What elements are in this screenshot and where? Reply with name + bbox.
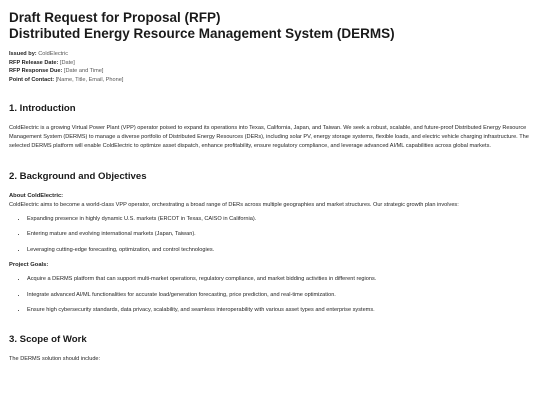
list-item: • Integrate advanced AI/ML functionalities for accurate load/generation forecasting, price prediction, and real-time optimization. — [27, 291, 531, 300]
issued-by-line — [9, 50, 531, 59]
rfp-metadata — [9, 50, 531, 84]
introduction-body: ColdElectric is a growing Virtual Power Plant (VPP) operator poised to expand its operations into Texas, California, Japan, and Taiwan. We seek a robust, scalable, and future-proof Distributed Energy Resource Management System (DERMS) to manage a diverse portfolio of Distributed Energy Resources (DERs), including solar PV, energy storage systems, flexible loads, and electric vehicle charging infrastructure. The selected DERMS platform will enable ColdElectric to optimize asset dispatch, enhance profitability, ensure regulatory compliance, and leverage advanced AI/ML capabilities across global markets. — [9, 125, 529, 150]
title-line-1: Draft Request for Proposal (RFP) — [9, 10, 221, 25]
list-item: • Acquire a DERMS platform that can support multi-market operations, regulatory compliance, and market bidding activities in different regions. — [27, 275, 531, 284]
goals-list — [9, 275, 531, 315]
title-line-2: Distributed Energy Resource Management System (DERMS) — [9, 26, 395, 41]
document-title — [9, 10, 531, 42]
release-date-label: RFP Release Date: — [9, 59, 59, 66]
goals-heading: Project Goals: — [9, 262, 49, 269]
about-list — [9, 215, 531, 255]
issued-by-label: Issued by: — [9, 51, 37, 57]
scope-body: The DERMS solution should include: — [9, 356, 101, 363]
about-body: ColdElectric aims to become a world-class VPP operator, orchestrating a broad range of DERs across multiple geographies and market structures. Our strategic growth plan involves: — [9, 201, 459, 208]
response-due-label: RFP Response Due: — [9, 68, 63, 74]
scope-section — [9, 334, 531, 364]
response-due-line — [9, 67, 531, 76]
about-heading: About ColdElectric: — [9, 192, 64, 199]
list-item: • Leveraging cutting-edge forecasting, optimization, and control technologies. — [27, 246, 531, 255]
release-date-line — [9, 59, 531, 68]
introduction-section — [9, 103, 531, 152]
list-item: • Ensure high cybersecurity standards, data privacy, scalability, and seamless interoperability with various asset types and enterprise systems. — [27, 306, 531, 315]
contact-label: Point of Contact: — [9, 76, 55, 83]
contact-value: [Name, Title, Email, Phone] — [55, 76, 124, 83]
response-due-value: [Date and Time] — [63, 68, 104, 74]
scope-heading: 3. Scope of Work — [9, 334, 87, 346]
list-item: • Expanding presence in highly dynamic U.S. markets (ERCOT in Texas, CAISO in California). — [27, 215, 531, 224]
release-date-value: [Date] — [59, 59, 75, 66]
issued-by-value: ColdElectric — [38, 51, 69, 57]
background-section — [9, 171, 531, 316]
background-heading: 2. Background and Objectives — [9, 170, 147, 182]
introduction-heading: 1. Introduction — [9, 103, 76, 114]
contact-line — [9, 76, 531, 85]
list-item: • Entering mature and evolving international markets (Japan, Taiwan). — [27, 230, 531, 239]
